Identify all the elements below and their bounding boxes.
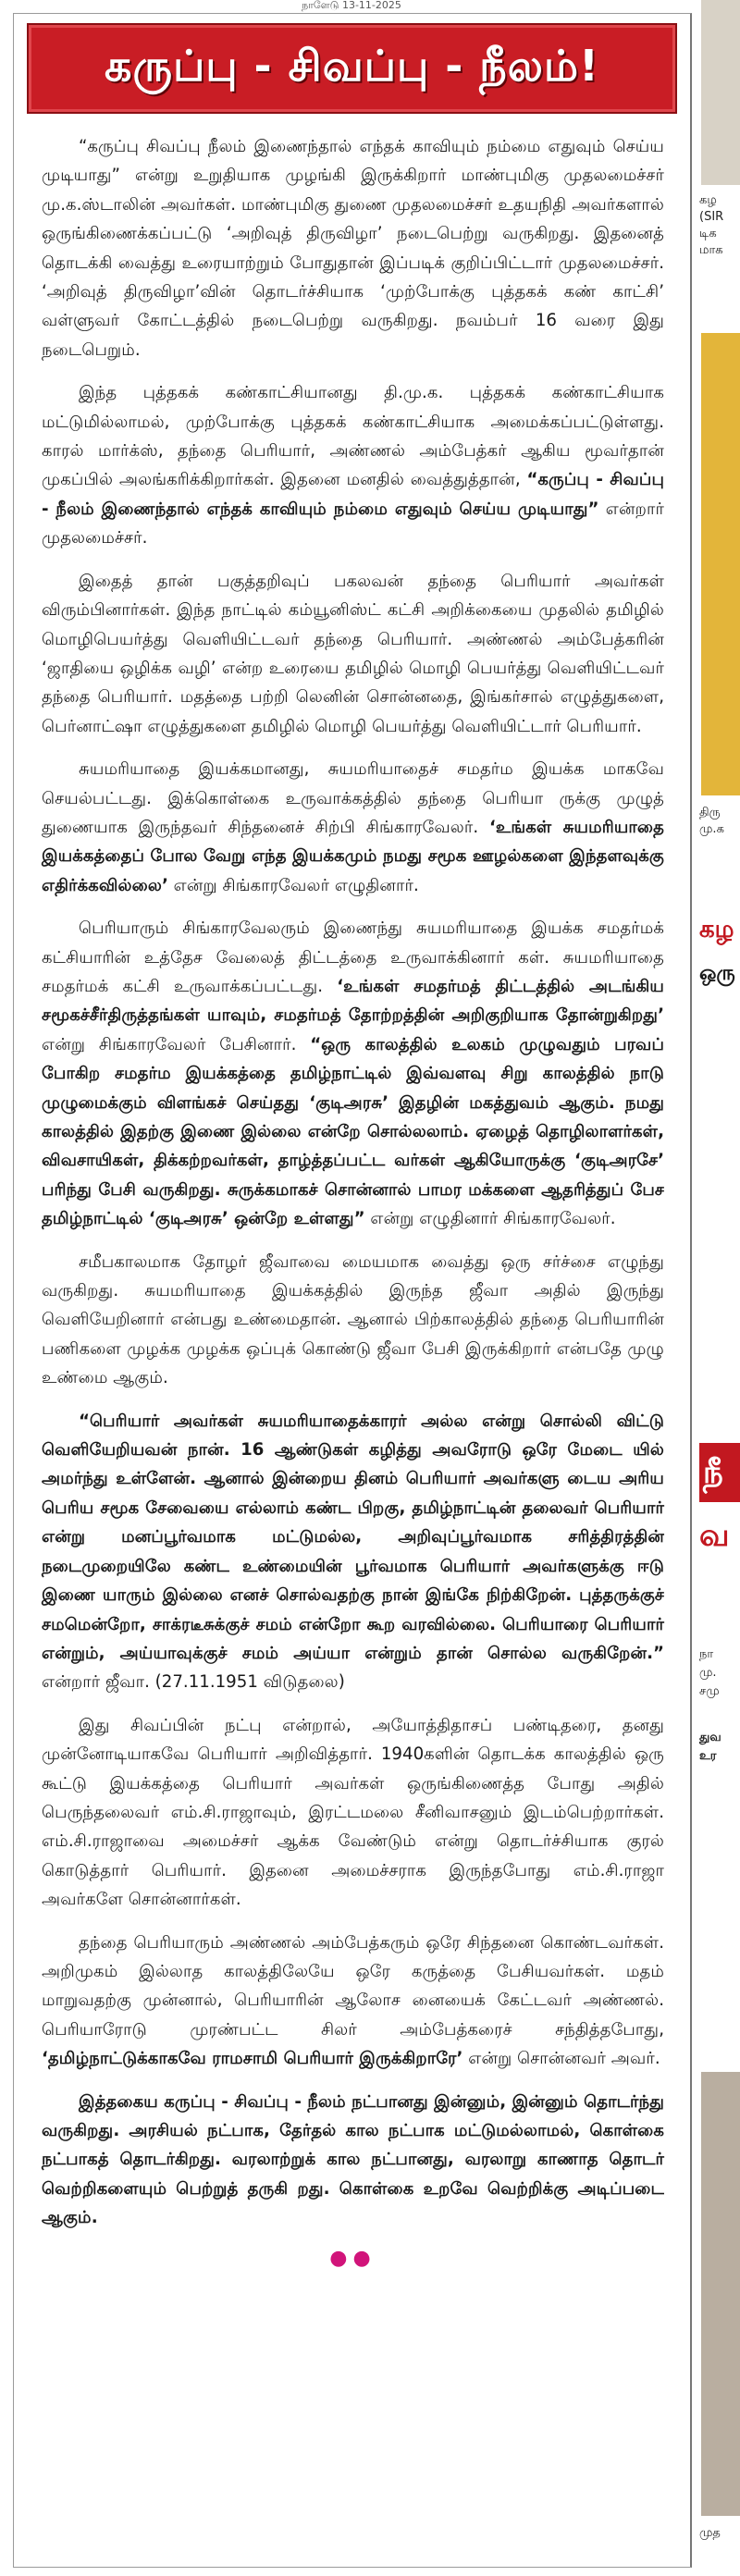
paragraph-5 bbox=[42, 914, 664, 1233]
side-fragment: (SIR bbox=[699, 210, 724, 224]
editorial-article bbox=[13, 13, 692, 2568]
paragraph-8: இது சிவப்பின் நட்பு என்றால், அயோத்திதாசப் பண்டிதரை, தனது முன்னோடியாகவே பெரியார் அறிவித்தார். 1940களின் தொடக்க காலத்தில் ஒரு கூட்டு இயக்கத்தை பெரியார் அவர்கள் ஒருங்கிணைத்த போது அதில் பெருந்தலைவர் எம்.சி.ராஜாவும், இரட்டமலை சீனிவாசனும் இடம்பெற்றார்கள். எம்.சி.ராஜாவை அமைச்சர் ஆக்க வேண்டும் என்று தொடர்ச்சியாக குரல் கொடுத்தார் பெரியார். இதனை அமைச்சராக இருந்தபோது எம்.சி.ராஜா அவர்களே சொன்னார்கள். bbox=[42, 1715, 664, 1910]
singaravelar-quote: ‘உங்கள் சுயமரியாதை இயக்கத்தைப் போல வேறு எந்த இயக்கமும் நமது சமூக ஊழல்களை இந்தளவுக்கு எதிர்க்கவில்லை’ bbox=[42, 817, 664, 895]
paragraph-9-text: தந்தை பெரியாரும் அண்ணல் அம்பேத்கரும் ஒரே சிந்தனை கொண்டவர்கள். அறிமுகம் இல்லாத காலத்திலேயே ஒரே கருத்தை பேசியவர்கள். மதம் மாறுவதற்கு முன்னால், பெரியாரின் ஆலோச னையைக் கேட்டவர் அண்ணல். பெரியாரோடு முரண்பட்ட சிலர் அம்பேத்கரைச் சந்தித்தபோது, bbox=[42, 1932, 664, 2040]
ambedkar-visit-quote: ‘தமிழ்நாட்டுக்காகவே ராமசாமி பெரியார் இருக்கிறாரே’ bbox=[42, 2049, 463, 2069]
side-fragment: உர bbox=[699, 1749, 717, 1763]
side-fragment: நா bbox=[699, 1647, 714, 1661]
side-subheading: ஒரு bbox=[699, 962, 735, 985]
paragraph-7-tail: என்றார் ஜீவா. (27.11.1951 விடுதலை) bbox=[42, 1672, 345, 1693]
side-red-letter: வ bbox=[699, 1517, 730, 1554]
cm-quote: “கருப்பு - சிவப்பு - நீலம் இணைந்தால் எந்தக் காவியும் நம்மை எதுவும் செய்ய முடியாது” bbox=[42, 470, 664, 519]
side-photo-bottom bbox=[701, 2072, 740, 2516]
paragraph-5-text: பெரியாரும் சிங்காரவேலரும் இணைந்து சுயமரியாதை இயக்க சமதர்மக் கட்சியாரின் உத்தேச வேலைத் திட்டத்தை உருவாக்கினார் கள். சுயமரியாதை சமதர்மக் கட்சி உருவாக்கப்பட்டது. bbox=[42, 918, 664, 996]
side-fragment: டிக bbox=[699, 227, 717, 240]
date-strip: நாளேடு 13-11-2025 bbox=[302, 0, 401, 11]
closing-statement: இத்தகைய கருப்பு - சிவப்பு - நீலம் நட்பானது இன்னும், இன்னும் தொடர்ந்து வருகிறது. அரசியல் நட்பாக, தேர்தல் கால நட்பாக மட்டுமல்லாமல், கொள்கை நட்பாகத் தொடர்கிறது. வரலாற்றுக் கால நட்பானது, வரலாறு காணாத தொடர் வெற்றிகளையும் பெற்றுத் தருகி றது. கொள்கை உறவே வெற்றிக்கு அடிப்படை ஆகும். bbox=[42, 2091, 664, 2228]
side-fragment: மு. bbox=[699, 1666, 717, 1680]
paragraph-7 bbox=[42, 1407, 664, 1697]
end-mark: ●● bbox=[329, 2246, 376, 2270]
kudiarasu-quote: “ஒரு காலத்தில் உலகம் முழுவதும் பரவப் போகிற சமதர்ம இயக்கத்தை தமிழ்நாட்டில் இவ்வளவு சிறு காலத்தில் நாடு முழுமைக்கும் விளங்கச் செய்தது ‘குடிஅரசு’ இதழின் மகத்துவம் ஆகும். நமது காலத்தில் இதற்கு இணை இல்லை என்றே சொல்லலாம். ஏழைத் தொழிலாளர்கள், விவசாயிகள், திக்கற்றவர்கள், தாழ்த்தப்பட்ட வர்கள் ஆகியோருக்கு ‘குடிஅரசே’ பரிந்து பேசி வருகிறது. சுருக்கமாகச் சொன்னால் பாமர மக்களை ஆதரித்துப் பேச தமிழ்நாட்டில் ‘குடிஅரசு’ ஒன்றே உள்ளது” bbox=[42, 1034, 664, 1229]
paragraph-6: சமீபகாலமாக தோழர் ஜீவாவை மையமாக வைத்து ஒரு சர்ச்சை எழுந்து வருகிறது. சுயமரியாதை இயக்கத்தில் இருந்த ஜீவா அதில் இருந்து வெளியேறினார் என்பது உண்மைதான். ஆனால் பிற்காலத்தில் தந்தை பெரியாரின் பணிகளை முழக்க முழக்க ஒப்புக் கொண்டு ஜீவா பேசி இருக்கிறார் என்பதே முழு உண்மை ஆகும். bbox=[42, 1251, 664, 1388]
paragraph-2-text: இந்த புத்தகக் கண்காட்சியானது தி.மு.க. புத்தகக் கண்காட்சியாக மட்டுமில்லாமல், முற்போக்கு புத்தகக் கண்காட்சியாக அமைக்கப்பட்டுள்ளது. காரல் மார்க்ஸ், தந்தை பெரியார், அண்ணல் அம்பேத்கர் ஆகிய மூவர்தான் முகப்பில் அலங்கரிக்கிறார்கள். இதனை மனதில் வைத்துத்தான், bbox=[42, 383, 664, 490]
side-photo-middle bbox=[701, 333, 740, 795]
paragraph-5-tail: என்று எழுதினார் சிங்காரவேலர். bbox=[364, 1209, 616, 1229]
headline: கருப்பு - சிவப்பு - நீலம்! bbox=[105, 40, 599, 91]
side-fragment: கழ bbox=[699, 193, 717, 207]
side-red-banner: நீ bbox=[699, 1443, 740, 1502]
paragraph-9 bbox=[42, 1929, 664, 2074]
side-heading: கழ bbox=[699, 916, 734, 943]
adjacent-column bbox=[696, 0, 740, 2576]
paragraph-4 bbox=[42, 755, 664, 900]
paragraph-5-mid: என்று சிங்காரவேலர் பேசினார். bbox=[42, 1034, 311, 1054]
article-body bbox=[14, 114, 690, 2271]
side-fragment: துவ bbox=[699, 1731, 722, 1744]
paragraph-1: “கருப்பு சிவப்பு நீலம் இணைந்தால் எந்தக் காவியும் நம்மை எதுவும் செய்ய முடியாது” என்று உறுதியாக முழங்கி இருக்கிறார் மாண்புமிகு முதலமைச்சர் மு.க.ஸ்டாலின் அவர்கள். மாண்புமிகு துணை முதலமைச்சர் உதயநிதி அவர்களால் ஒருங்கிணைக்கப்பட்டு ‘அறிவுத் திருவிழா’ நடைபெற்று வருகிறது. இதனைத் தொடக்கி வைத்து உரையாற்றும் போதுதான் இப்படிக் குறிப்பிட்டார் முதலமைச்சர். ‘அறிவுத் திருவிழா’வின் தொடர்ச்சியாக ‘முற்போக்கு புத்தகக் கண் காட்சி’ வள்ளுவர் கோட்டத்தில் நடைபெற்று வருகிறது. நவம்பர் 16 வரை இது நடைபெறும். bbox=[42, 137, 664, 360]
headline-banner bbox=[27, 23, 677, 114]
paragraph-3: இதைத் தான் பகுத்தறிவுப் பகலவன் தந்தை பெரியார் அவர்கள் விரும்பினார்கள். இந்த நாட்டில் கம்யூனிஸ்ட் கட்சி அறிக்கையை முதலில் தமிழில் மொழிபெயர்த்து வெளியிட்டவர் தந்தை பெரியார். அண்ணல் அம்பேத்கரின் ‘ஜாதியை ஒழிக்க வழி’ என்ற உரையை தமிழில் மொழி பெயர்த்து வெளியிட்டவர் தந்தை பெரியார். மதத்தை பற்றி லெனின் சொன்னதை, இங்கர்சால் எழுத்துகளை, பெர்னாட்ஷா எழுத்துகளை தமிழில் மொழி பெயர்த்து வெளியிட்டார் பெரியார். bbox=[42, 571, 664, 736]
side-fragment: முத bbox=[699, 2526, 721, 2540]
side-photo-top bbox=[701, 0, 740, 185]
paragraph-2-tail: என்றார் முதலமைச்சர். bbox=[42, 499, 664, 548]
paragraph-4-tail: என்று சிங்காரவேலர் எழுதினார். bbox=[167, 875, 419, 895]
side-fragment: மு.க bbox=[699, 822, 724, 836]
side-fragment: மாக bbox=[699, 243, 723, 257]
paragraph-2 bbox=[42, 378, 664, 552]
samadharma-quote: ‘உங்கள் சமதர்மத் திட்டத்தில் அடங்கிய சமூகச்சீர்திருத்தங்கள் யாவும், சமதர்மத் தோற்றத்தின் அறிகுறியாக தோன்றுகிறது’ bbox=[42, 976, 665, 1026]
side-fragment: சமு bbox=[699, 1684, 720, 1698]
paragraph-4-text: சுயமரியாதை இயக்கமானது, சுயமரியாதைச் சமதர்ம இயக்க மாகவே செயல்பட்டது. இக்கொள்கை உருவாக்கத்தில் தந்தை பெரியா ருக்கு முழுத் துணையாக இருந்தவர் சிந்தனைச் சிற்பி சிங்காரவேலர். bbox=[42, 759, 664, 837]
side-fragment: திரு bbox=[699, 806, 721, 820]
paragraph-9-tail: என்று சொன்னவர் அவர். bbox=[462, 2049, 660, 2069]
paragraph-10 bbox=[42, 2088, 664, 2233]
jeeva-quote: “பெரியார் அவர்கள் சுயமரியாதைக்காரர் அல்ல என்று சொல்லி விட்டு வெளியேறியவன் நான். 16 ஆண்டுகள் கழித்து அவரோடு ஒரே மேடை யில் அமர்ந்து உள்ளேன். ஆனால் இன்றைய தினம் பெரியார் அவர்களு டைய அரிய பெரிய சமூக சேவையை எல்லாம் கண்ட பிறகு, தமிழ்நாட்டின் தலைவர் பெரியார் என்று மனப்பூர்வமாக மட்டுமல்ல, அறிவுப்பூர்வமாக சரித்திரத்தின் நடைமுறையிலே கண்ட உண்மையின் பூர்வமாக பெரியார் அவர்களுக்கு ஈடு இணை யாரும் இல்லை எனச் சொல்வதற்கு நான் இங்கே நிற்கிறேன். புத்தருக்குச் சமமென்றோ, சாக்ரடீசுக்குச் சமம் என்றோ கூற வரவில்லை. பெரியாரை பெரியார் என்றும், அய்யாவுக்குச் சமம் அய்யா என்றும் தான் சொல்ல வருகிறேன்.” bbox=[42, 1411, 664, 1663]
